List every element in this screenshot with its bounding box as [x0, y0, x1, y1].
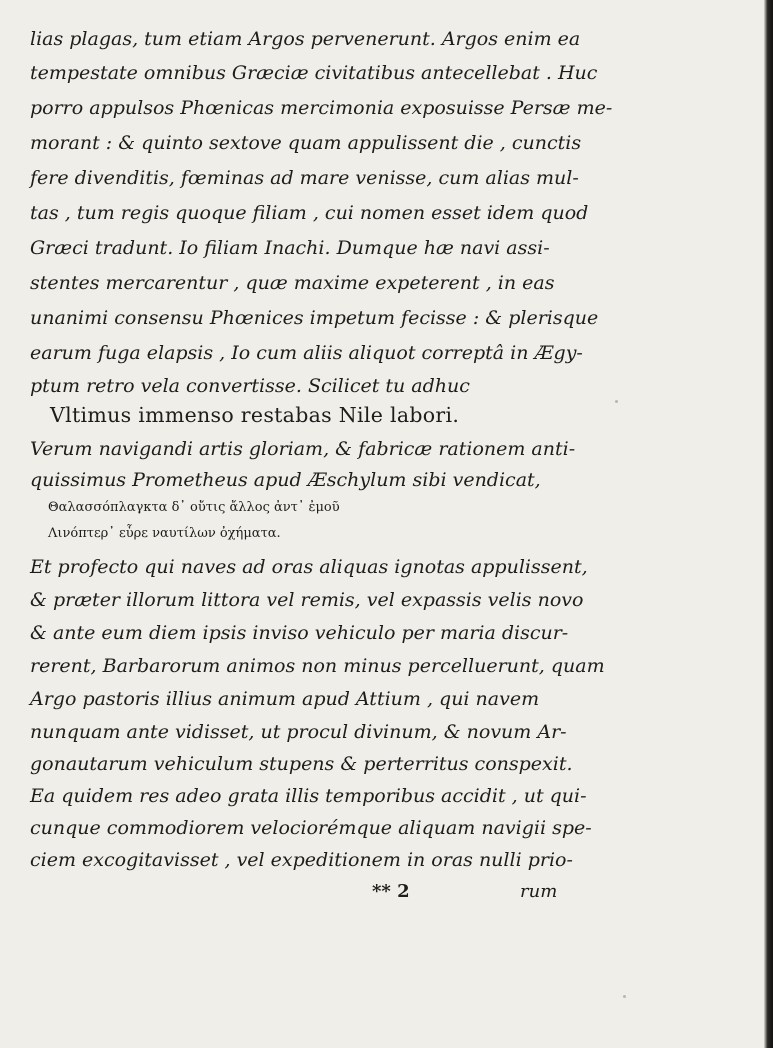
- text-line: & ante eum diem ipsis inviso vehiculo per maria discur-: [30, 622, 569, 644]
- text-line: & præter illorum littora vel remis, vel expassis velis novo: [30, 589, 584, 611]
- text-line: unanimi consensu Phœnices impetum fecisse : & plerisque: [30, 307, 599, 329]
- text-line: porro appulsos Phœnicas mercimonia exposuisse Persæ me-: [30, 97, 613, 119]
- text-line: stentes mercarentur , quæ maxime expeterent , in eas: [30, 272, 555, 294]
- text-line: tempestate omnibus Græciæ civitatibus antecellebat . Huc: [30, 62, 598, 84]
- catchword: rum: [520, 881, 558, 902]
- text-line: gonautarum vehiculum stupens & perterritus conspexit.: [30, 753, 573, 775]
- paper-speck: [615, 400, 618, 403]
- verse-line: Vltimus immenso restabas Nile labori.: [50, 403, 460, 427]
- paper-speck: [623, 995, 626, 998]
- text-line: ptum retro vela convertisse. Scilicet tu adhuc: [30, 375, 470, 397]
- text-line: Verum navigandi artis gloriam, & fabricæ rationem anti-: [30, 438, 576, 460]
- text-line: ciem excogitavisset , vel expeditionem in oras nulli prio-: [30, 849, 573, 871]
- text-line: tas , tum regis quoque filiam , cui nomen esset idem quod: [30, 202, 589, 224]
- text-line: Græci tradunt. Io filiam Inachi. Dumque hæ navi assi-: [30, 237, 550, 259]
- page-edge-shadow: [764, 0, 773, 1048]
- text-line: Argo pastoris illius animum apud Attium , qui navem: [30, 688, 540, 710]
- text-line: rerent, Barbarorum animos non minus percelluerunt, quam: [30, 655, 605, 677]
- text-line: earum fuga elapsis , Io cum aliis aliquot correptâ in Ægy-: [30, 342, 583, 364]
- text-line: fere divenditis, fœminas ad mare venisse, cum alias mul-: [30, 167, 579, 189]
- greek-verse-line: Θαλασσόπλαγκτα δ᾽ οὔτις ἄλλος ἀντ᾽ ἐμοῦ: [48, 500, 340, 515]
- text-line: cunque commodiorem velociorémque aliquam navigii spe-: [30, 817, 592, 839]
- text-line: Ea quidem res adeo grata illis temporibus accidit , ut qui-: [30, 785, 587, 807]
- text-line: quissimus Prometheus apud Æschylum sibi vendicat,: [30, 469, 541, 491]
- text-line: lias plagas, tum etiam Argos pervenerunt. Argos enim ea: [30, 28, 581, 50]
- text-line: morant : & quinto sextove quam appulissent die , cunctis: [30, 132, 582, 154]
- text-line: Et profecto qui naves ad oras aliquas ignotas appulissent,: [30, 556, 588, 578]
- greek-verse-line: Λινόπτερ᾽ εὗρε ναυτίλων ὀχήματα.: [48, 526, 281, 541]
- signature-mark: ** 2: [372, 881, 410, 902]
- text-line: nunquam ante vidisset, ut procul divinum, & novum Ar-: [30, 721, 567, 743]
